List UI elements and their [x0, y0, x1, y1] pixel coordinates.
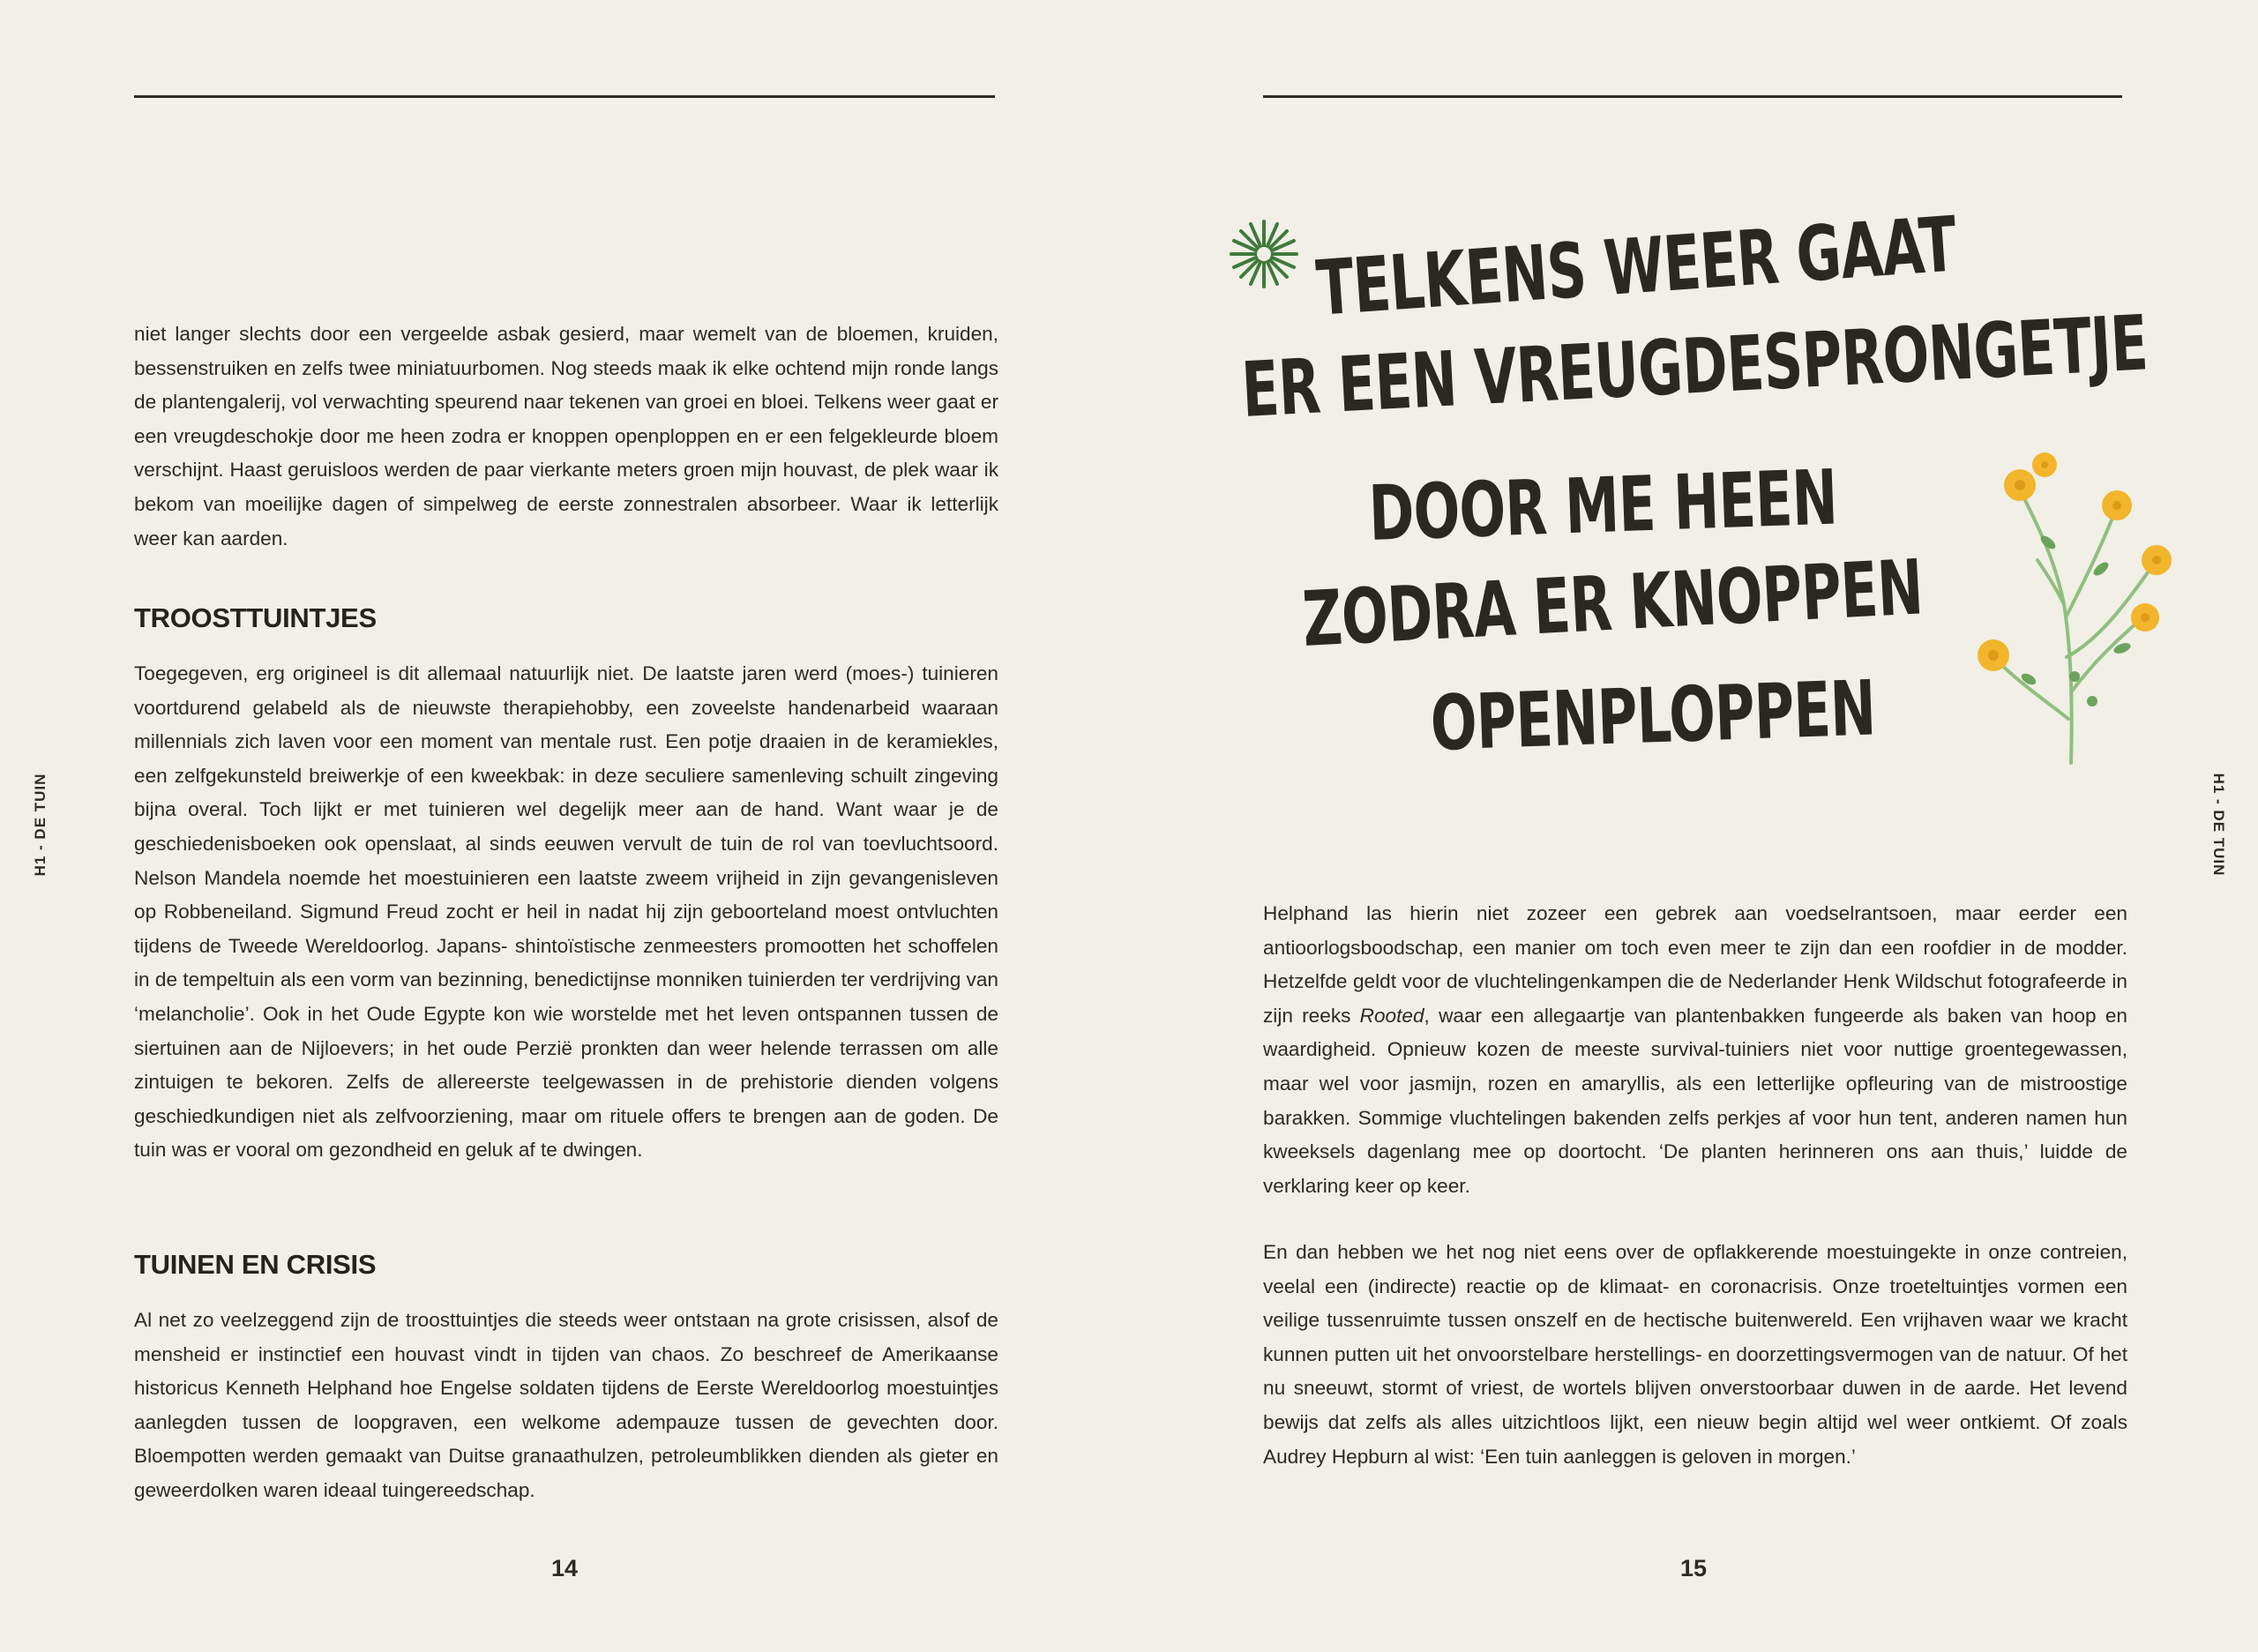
italic-title: Rooted [1359, 1004, 1424, 1027]
chapter-side-label: H1 - DE TUIN [32, 773, 49, 877]
paragraph-text: , waar een allegaartje van plantenbakken fungeerde als baken van hoop en waardigheid. Opnieuw kozen de meeste survival-tuiniers niet voor nuttige groentegewassen, maar wel voor jasmijn, rozen en amaryllis, als een letterlijke opfleuring van de mistroostige barakken. Sommige vluchtelingen bakenden zelfs perkjes af voor hun tent, anderen namen hun kweeksels dagenlang mee op doortocht. ‘De planten herinneren ons aan thuis,’ luidde de verklaring keer op keer. [1263, 1004, 2127, 1197]
pull-quote-line: ZODRA ER KNOPPEN [1300, 543, 1925, 664]
buttercup-illustration [1967, 437, 2179, 772]
page-number: 15 [1679, 1555, 1708, 1581]
pull-quote-line: OPENPLOPPEN [1429, 664, 1877, 768]
left-paragraph-1: niet langer slechts door een vergeelde asbak gesierd, maar wemelt van de bloemen, kruiden, bessenstruiken en zelfs twee miniatuurbomen. Nog steeds maak ik elke ochtend mijn ronde langs de plantengalerij, vol verwachting speurend naar tekenen van groei en bloei. Telkens weer gaat er een vreugdeschokje door me heen zodra er knoppen openploppen en er een felgekleurde bloem verschijnt. Haast geruisloos werden de paar vierkante meters groen mijn houvast, de plek waar ik bekom van moeilijke dagen of simpelweg de eerste zonnestralen absorbeer. Waar ik letterlijk weer kan aarden. [134, 323, 998, 549]
section-troosttuintjes [134, 602, 998, 636]
paragraph-text: Helphand las hierin niet zozeer een gebrek aan voedselrantsoen, maar eerder een antioorlogsboodschap, een manier om toch even meer te zijn dan een roofdier in de modder. Hetzelfde geldt voor de vluchtelingenkampen die de Nederlander Henk Wildschut fotografeerde in zijn reeks [1263, 902, 2127, 1027]
left-paragraph-3: Al net zo veelzeggend zijn de troosttuintjes die steeds weer ontstaan na grote crisissen, alsof de mensheid er instinctief een houvast vindt in tijden van chaos. Zo beschreef de Amerikaanse historicus Kenneth Helphand hoe Engelse soldaten tijdens de Eerste Wereldoorlog moestuintjes aanlegden tussen de loopgraven, een welkome adempauze tussen de gevechten door. Bloempotten werden gemaakt van Duitse granaathulzen, petroleumblikken dienden als gieter en geweerdolken waren ideaal tuingereedschap. [134, 1309, 998, 1501]
pull-quote-line: ER EEN VREUGDESPRONGETJE [1239, 299, 2150, 435]
left-body-block-2 [134, 1304, 998, 1508]
section-heading: TROOSTTUINTJES [134, 602, 377, 633]
right-body-block-2 [1263, 1236, 2127, 1474]
pull-quote-line: DOOR ME HEEN [1367, 453, 1839, 558]
left-body-block [134, 657, 998, 1168]
top-rule [134, 95, 995, 98]
right-paragraph-2: En dan hebben we het nog niet eens over de opflakkerende moestuingekte in onze contreien, veelal een (indirecte) reactie op de klimaat- en coronacrisis. Onze troeteltuintjes vormen een veilige tussenruimte tussen onszelf en de hectische buitenwereld. Een vrijhaven waar we kracht kunnen putten uit het onvoorstelbare herstellings- en doorzettingsvermogen van de natuur. Of het nu sneeuwt, stormt of vriest, de wortels blijven onverstoorbaar duwen in de aarde. Het levend bewijs dat zelfs als alles uitzichtloos lijkt, een nieuw begin altijd wel weer ontkiemt. Of zoals Audrey Hepburn al wist: ‘Een tuin aanleggen is geloven in morgen.’ [1263, 1241, 2127, 1468]
pull-quote-line: TELKENS WEER GAAT [1313, 200, 1959, 333]
left-intro-paragraph-block [134, 318, 998, 556]
section-tuinen-en-crisis [134, 1248, 998, 1282]
top-rule [1263, 95, 2122, 98]
section-heading: TUINEN EN CRISIS [134, 1249, 377, 1280]
starburst-icon [1226, 216, 1302, 292]
chapter-side-label: H1 - DE TUIN [2210, 773, 2227, 877]
left-paragraph-2: Toegegeven, erg origineel is dit allemaal natuurlijk niet. De laatste jaren werd (moes-) tuinieren voortdurend gelabeld als de nieuwste therapiehobby, een zoveelste handenarbeid waaraan millennials zich laven voor een moment van mentale rust. Een potje draaien in de keramiekles, een zelfgekunsteld breiwerkje of een kweekbak: in deze seculiere samenleving schuilt zingeving bijna overal. Toch lijkt er met tuinieren wel degelijk meer aan de hand. Want waar je de geschiedenisboeken ook openslaat, al sinds eeuwen vervult de tuin de rol van toevluchtsoord. Nelson Mandela noemde het moestuinieren een laatste zweem vrijheid in zijn gevangenisleven op Robbeneiland. Sigmund Freud zocht er heil in nadat hij zijn geboorteland moest ontvluchten tijdens de Tweede Wereldoorlog. Japans- shintoïstische zenmeesters promootten het schoffelen in de tempeltuin als een vorm van bezinning, benedictijnse monniken tuinierden ter verdrijving van ‘melancholie’. Ook in het Oude Egypte kon wie worstelde met het leven ontspannen tussen de siertuinen aan de Nijloevers; in het oude Perzië pronkten dan weer helende terrassen om alle zintuigen te bekoren. Zelfs de allereerste teelgewassen in de prehistorie dienden volgens geschiedkundigen niet als zelfvoorziening, maar om rituele offers te brengen aan de goden. De tuin was er vooral om gezondheid en geluk af te dwingen. [134, 662, 998, 1162]
right-paragraph-1 [1263, 897, 2127, 1203]
page-number: 14 [550, 1555, 579, 1581]
right-body-block [1263, 897, 2127, 1203]
right-page [1129, 0, 2258, 1652]
